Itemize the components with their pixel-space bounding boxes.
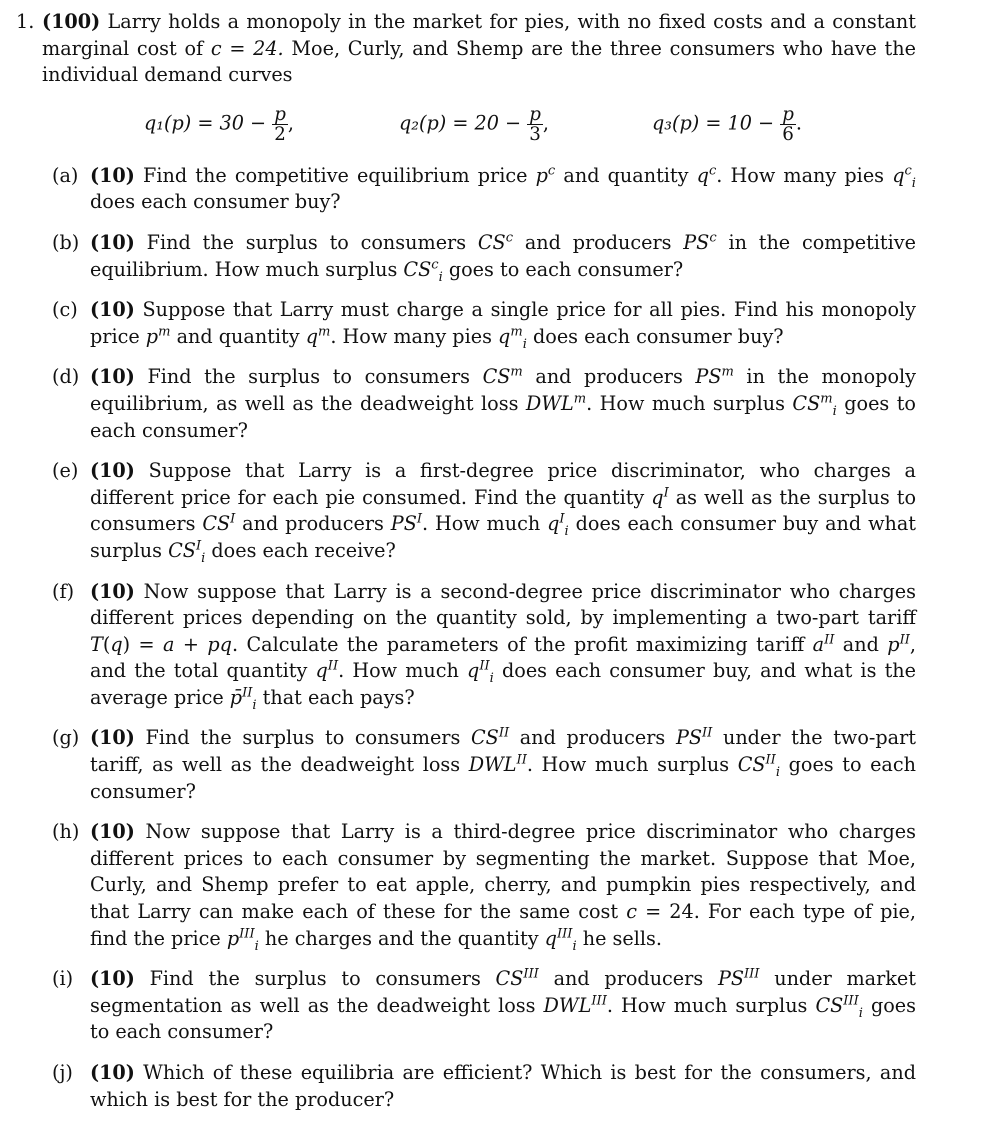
sub-question-body: Find the competitive equilibrium price $p^c$ and quantity $q^c$. How many pies $q^c_i$ does each consumer buy? (90, 163, 916, 214)
sub-question-text (90, 1060, 916, 1113)
fraction (272, 105, 288, 144)
sub-question-body: Now suppose that Larry is a second-degree price discriminator who charges different prices depending on the quantity sold, by implementing a two-part tariff T(q) = a + pq. Calculate the parameters of the profit maximizing tariff $a^{II}$ and $p^{II}$, and the total quantity $q^{II}$. How much $q^{II}_i$ does each consumer buy, and what is the average price p̄$^{II}_i$ that each pays? (90, 579, 916, 713)
sub-question-e (42, 458, 916, 564)
frac-num: p (529, 103, 541, 125)
problem-number: 1. (16, 10, 35, 33)
sub-question-text (90, 297, 916, 350)
sub-question-text (90, 819, 916, 952)
sub-question-b (42, 230, 916, 283)
intro-text-a: Larry holds a monopoly in the market for pies, with no fixed costs and a constant marginal cost of (42, 10, 916, 60)
sub-question-label: (f) (52, 579, 75, 603)
punct: . (795, 111, 803, 135)
sub-question-label: (g) (52, 726, 80, 750)
frac-den: 2 (274, 123, 286, 145)
intro-text-b: Moe, Curly, and Shemp are the three consumers who have the individual demand curves (42, 36, 916, 87)
sub-question-g (42, 725, 916, 805)
punct: , (287, 111, 295, 135)
sub-question-j (42, 1060, 916, 1113)
punct: , (542, 111, 550, 135)
sub-question-points: (10) (90, 579, 135, 603)
sub-question-text (90, 966, 916, 1046)
sub-question-label: (i) (52, 967, 74, 991)
problem-intro (42, 9, 916, 89)
sub-question-text (90, 458, 916, 564)
sub-question-a (42, 163, 916, 216)
sub-question-d (42, 364, 916, 444)
sub-question-body: Find the surplus to consumers $CS^{II}$ and producers $PS^{II}$ under the two-part tariff, as well as the deadweight loss $DWL^{II}$. How much surplus $CS^{II}_i$ goes to each consumer? (90, 726, 916, 803)
demand-curve-3 (652, 105, 802, 144)
demand-lhs: q₃(p) = 10 − (652, 111, 775, 135)
frac-den: 3 (529, 123, 541, 145)
sub-question-text (90, 163, 916, 216)
sub-question-points: (10) (90, 298, 135, 322)
sub-question-label: (b) (52, 230, 80, 254)
sub-question-body: Which of these equilibria are efficient? Which is best for the consumers, and which is best for the producer? (90, 1061, 916, 1111)
sub-question-text (90, 725, 916, 805)
problem-points: (100) (42, 10, 101, 33)
sub-question-label: (h) (52, 820, 80, 844)
sub-question-points: (10) (90, 459, 135, 483)
sub-question-i (42, 966, 916, 1046)
sub-question-body: Now suppose that Larry is a third-degree price discriminator who charges different prices to each consumer by segmenting the market. Suppose that Moe, Curly, and Shemp prefer to eat apple, cherry, and pumpkin pies respectively, and that Larry can make each of these for the same cost c = 24. For each type of pie, find the price $p^{III}_i$ he charges and the quantity $q^{III}_i$ he sells. (90, 820, 916, 954)
demand-lhs: q₁(p) = 30 − (144, 111, 267, 135)
demand-curve-1 (144, 105, 294, 144)
sub-question-points: (10) (90, 1061, 135, 1084)
sub-question-label: (d) (52, 365, 80, 389)
sub-question-points: (10) (90, 365, 135, 389)
sub-question-points: (10) (90, 163, 135, 187)
fraction (780, 105, 796, 144)
demand-lhs: q₂(p) = 20 − (399, 111, 522, 135)
sub-question-text (90, 579, 916, 712)
sub-question-points: (10) (90, 230, 135, 254)
sub-question-text (90, 364, 916, 444)
sub-question-text (90, 230, 916, 283)
frac-den: 6 (782, 123, 794, 145)
sub-question-body: Suppose that Larry is a first-degree price discriminator, who charges a different price for each pie consumed. Find the quantity $q^I$ as well as the surplus to consumers $CS^I$ and producers $PS^I$. How much $q^I_i$ does each consumer buy and what surplus $CS^I_i$ does each receive? (90, 459, 917, 566)
cost-equation: c = 24. (210, 36, 284, 60)
sub-question-h (42, 819, 916, 952)
sub-question-points: (10) (90, 967, 135, 991)
sub-question-f (42, 579, 916, 712)
demand-curve-2 (399, 105, 549, 144)
problem-1 (16, 9, 916, 1127)
frac-num: p (274, 103, 286, 125)
sub-question-body: Find the surplus to consumers $CS^c$ and producers $PS^c$ in the competitive equilibrium. How much surplus $CS^c_i$ goes to each consumer? (90, 230, 916, 285)
frac-num: p (782, 103, 794, 125)
sub-question-label: (a) (52, 163, 79, 187)
sub-question-points: (10) (90, 820, 135, 844)
sub-question-body: Find the surplus to consumers $CS^m$ and producers $PS^m$ in the monopoly equilibrium, as well as the deadweight loss DWL$^m$. How much surplus $CS^m_i$ goes to each consumer? (90, 364, 916, 442)
sub-question-label: (c) (52, 298, 78, 322)
sub-question-body: Find the surplus to consumers $CS^{III}$ and producers $PS^{III}$ under market segmentation as well as the deadweight loss $DWL^{III}$. How much surplus $CS^{III}_i$ goes to each consumer? (90, 966, 916, 1044)
demand-equations (16, 95, 916, 161)
sub-question-c (42, 297, 916, 350)
sub-question-points: (10) (90, 726, 135, 750)
sub-question-list (42, 163, 916, 1113)
sub-question-label: (e) (52, 459, 79, 483)
sub-question-label: (j) (52, 1061, 73, 1084)
sub-question-body: Suppose that Larry must charge a single price for all pies. Find his monopoly price $p^m$ and quantity $q^m$. How many pies $q^m_i$ does each consumer buy? (90, 298, 916, 352)
fraction (527, 105, 543, 144)
